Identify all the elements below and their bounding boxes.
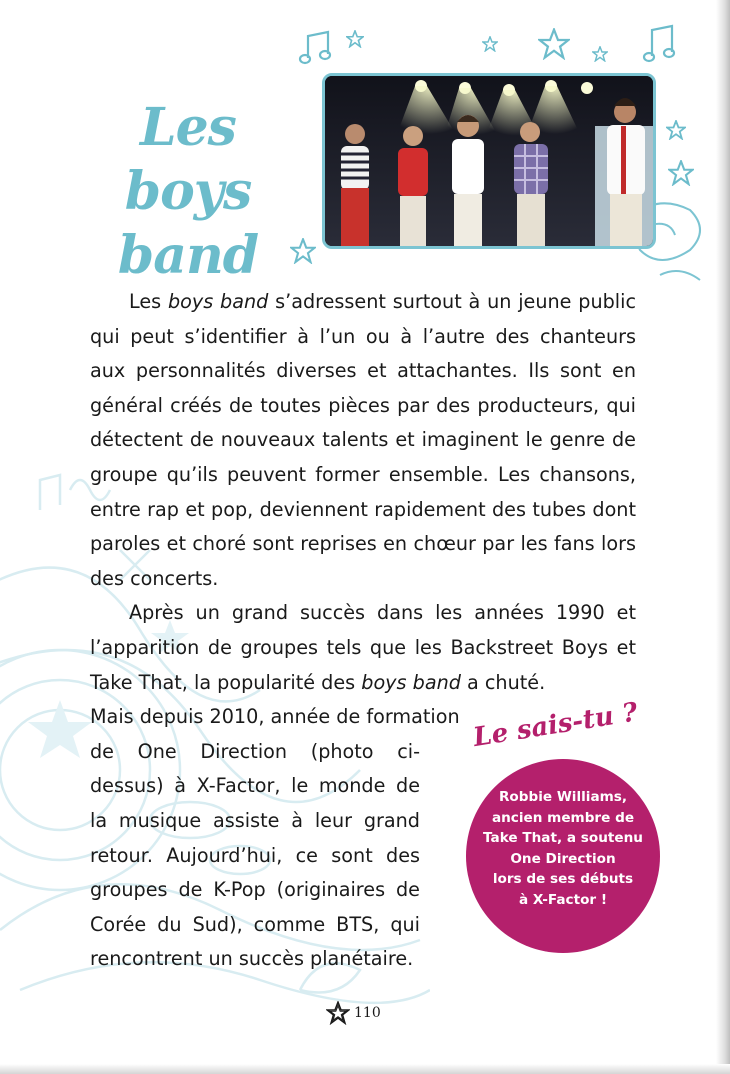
paragraph-1 — [90, 285, 636, 596]
concert-photo — [322, 73, 656, 249]
did-you-know-title: Le sais-tu ? — [471, 697, 640, 753]
paragraph-1-emphasis: boys band — [167, 290, 269, 313]
star-icon — [346, 30, 364, 48]
did-you-know-line: ancien membre de — [491, 809, 635, 826]
paragraph-1-lead: Les — [129, 290, 168, 313]
star-outline-icon — [326, 1001, 350, 1025]
paragraph-1-rest: s’adressent surtout à un jeune public qui peut s’identifier à l’un ou à l’autre des chanteurs aux personnalités diverses et attachantes. Ils sont en général créés de toutes pièces par des producteurs, qui détectent de nouveaux talents et imaginent le genre de groupe qu’ils peuvent former ensemble. Les chansons, entre rap et pop, deviennent rapidement des tubes dont paroles et choré sont reprises en chœur par les fans lors des concerts. — [90, 290, 636, 590]
paragraph-2 — [90, 596, 636, 700]
did-you-know-line: à X-Factor ! — [518, 891, 608, 908]
page-title — [78, 96, 298, 288]
page-edge-shadow — [716, 0, 730, 1074]
concert-photo-illustration — [325, 76, 653, 246]
paragraph-2-narrow: de One Direction (photo ci-dessus) à X-Factor, le monde de la musique assiste à leur grand retour. Aujourd’hui, ce sont des groupes de K-Pop (originaires de Corée du Sud), comme BTS, qui rencontrent un succès planétaire. — [90, 739, 420, 971]
star-icon — [538, 28, 570, 60]
page-footer — [326, 1000, 381, 1026]
music-note-icon — [298, 28, 338, 68]
star-icon — [666, 120, 686, 140]
did-you-know-line: lors de ses débuts — [492, 871, 634, 887]
page-number: 110 — [354, 1005, 381, 1021]
star-icon — [668, 160, 694, 186]
did-you-know-line: Robbie Williams, — [498, 789, 628, 805]
paragraph-2-lead: Après un grand succès dans les années 1990 et l’apparition de groupes tels que les Backstreet Boys et Take That, la popularité des — [90, 601, 636, 694]
page-bottom-shadow — [0, 1064, 730, 1074]
star-icon — [592, 46, 608, 62]
did-you-know-line: One Direction — [510, 850, 616, 867]
did-you-know-line: Take That, a soutenu — [483, 830, 643, 846]
paragraph-2-continuation: Mais depuis 2010, année de formation — [90, 705, 460, 729]
paragraph-2-rest: a chuté. — [460, 670, 546, 694]
title-line-2: band — [117, 225, 259, 286]
music-note-icon — [640, 22, 680, 66]
paragraph-2-emphasis: boys band — [361, 670, 461, 694]
star-icon — [482, 36, 498, 52]
did-you-know-text — [482, 787, 644, 910]
title-line-1: Les boys — [124, 97, 252, 222]
